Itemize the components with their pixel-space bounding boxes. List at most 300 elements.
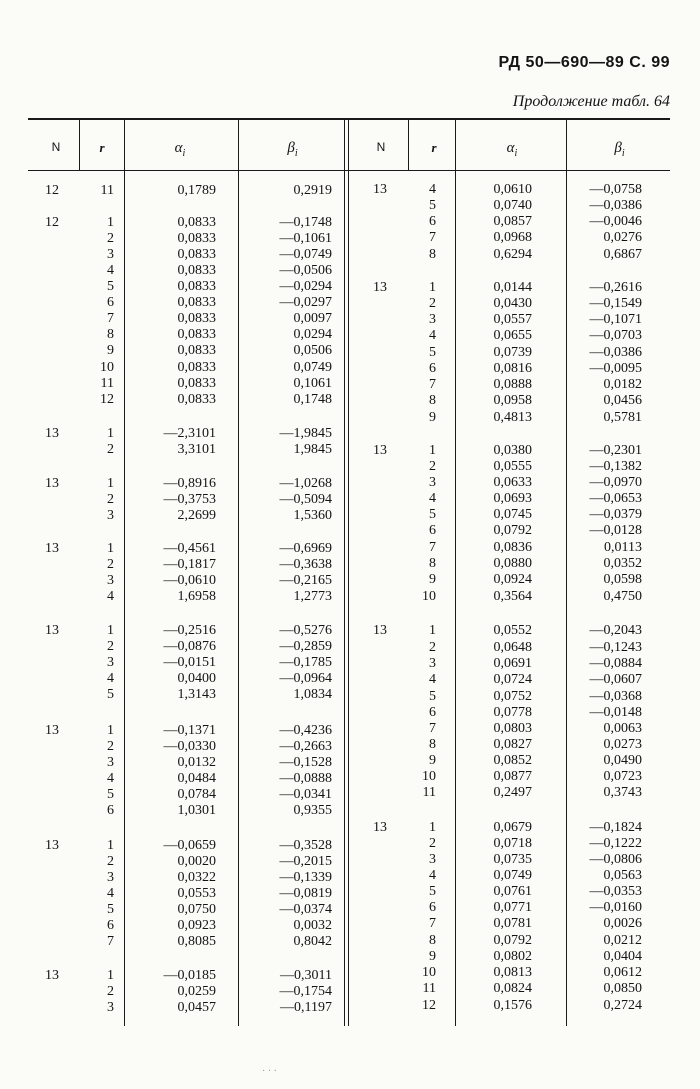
cell-alpha: 0,0322 bbox=[177, 870, 216, 885]
cell-beta: —0,0888 bbox=[279, 771, 332, 786]
cell-beta: —0,2616 bbox=[589, 280, 642, 295]
cell-beta: —0,0353 bbox=[589, 884, 642, 899]
cell-r: 4 bbox=[429, 672, 436, 687]
cell-beta: 0,0723 bbox=[603, 769, 642, 784]
cell-r: 5 bbox=[107, 687, 114, 702]
column-divider bbox=[238, 120, 239, 1026]
cell-alpha: 0,0679 bbox=[493, 820, 532, 835]
cell-r: 12 bbox=[100, 392, 114, 407]
cell-r: 11 bbox=[100, 376, 114, 391]
cell-r: 9 bbox=[429, 753, 436, 768]
cell-beta: —0,2859 bbox=[279, 639, 332, 654]
cell-r: 5 bbox=[429, 689, 436, 704]
cell-r: 6 bbox=[429, 523, 436, 538]
cell-beta: —0,1197 bbox=[280, 1000, 332, 1015]
cell-alpha: 0,0833 bbox=[177, 360, 216, 375]
cell-r: 1 bbox=[429, 280, 436, 295]
cell-alpha: 1,6958 bbox=[177, 589, 216, 604]
cell-beta: —0,1222 bbox=[589, 836, 642, 851]
cell-beta: 0,0026 bbox=[603, 916, 642, 931]
cell-alpha: 0,0430 bbox=[493, 296, 532, 311]
cell-beta: —0,1785 bbox=[279, 655, 332, 670]
cell-beta: —0,0386 bbox=[589, 345, 642, 360]
cell-r: 4 bbox=[107, 671, 114, 686]
cell-r: 2 bbox=[429, 296, 436, 311]
cell-r: 8 bbox=[429, 247, 436, 262]
cell-r: 8 bbox=[429, 556, 436, 571]
cell-n: 13 bbox=[45, 723, 59, 738]
cell-r: 6 bbox=[107, 803, 114, 818]
cell-beta: —0,0148 bbox=[589, 705, 642, 720]
cell-beta: —0,0749 bbox=[279, 247, 332, 262]
cell-r: 2 bbox=[107, 492, 114, 507]
cell-r: 9 bbox=[429, 572, 436, 587]
cell-alpha: 0,0784 bbox=[177, 787, 216, 802]
cell-alpha: 0,0749 bbox=[493, 868, 532, 883]
cell-alpha: 0,0824 bbox=[493, 981, 532, 996]
cell-r: 5 bbox=[429, 345, 436, 360]
cell-alpha: 0,0724 bbox=[493, 672, 532, 687]
cell-alpha: 0,0802 bbox=[493, 949, 532, 964]
cell-alpha: 0,0761 bbox=[493, 884, 532, 899]
cell-n: 13 bbox=[373, 182, 387, 197]
cell-alpha: 0,8085 bbox=[177, 934, 216, 949]
cell-alpha: 0,0745 bbox=[493, 507, 532, 522]
cell-beta: —0,0374 bbox=[279, 902, 332, 917]
cell-r: 7 bbox=[429, 540, 436, 555]
cell-beta: —1,0268 bbox=[279, 476, 332, 491]
cell-r: 1 bbox=[107, 838, 114, 853]
cell-r: 5 bbox=[429, 507, 436, 522]
cell-beta: —0,2301 bbox=[589, 443, 642, 458]
cell-alpha: 0,0833 bbox=[177, 263, 216, 278]
cell-r: 2 bbox=[429, 836, 436, 851]
cell-alpha: 0,0833 bbox=[177, 311, 216, 326]
cell-beta: —0,3011 bbox=[280, 968, 332, 983]
cell-n: 13 bbox=[45, 541, 59, 556]
cell-r: 6 bbox=[107, 918, 114, 933]
cell-r: 6 bbox=[429, 214, 436, 229]
column-header-n: N bbox=[51, 140, 61, 154]
cell-n: 13 bbox=[45, 968, 59, 983]
cell-alpha: 0,0781 bbox=[493, 916, 532, 931]
cell-r: 6 bbox=[107, 295, 114, 310]
cell-r: 4 bbox=[107, 589, 114, 604]
cell-r: 3 bbox=[107, 870, 114, 885]
page-edge-mark: · · · bbox=[262, 1066, 277, 1077]
cell-r: 7 bbox=[107, 934, 114, 949]
cell-beta: —0,1754 bbox=[279, 984, 332, 999]
cell-alpha: 0,0739 bbox=[493, 345, 532, 360]
cell-alpha: 0,0633 bbox=[493, 475, 532, 490]
cell-alpha: 0,0833 bbox=[177, 247, 216, 262]
cell-beta: 0,0273 bbox=[603, 737, 642, 752]
cell-alpha: 0,0924 bbox=[493, 572, 532, 587]
cell-alpha: 0,0752 bbox=[493, 689, 532, 704]
cell-alpha: —0,0330 bbox=[163, 739, 216, 754]
page-header-code: РД 50—690—89 С. 99 bbox=[498, 54, 670, 71]
cell-alpha: 0,4813 bbox=[493, 410, 532, 425]
cell-beta: 0,1748 bbox=[293, 392, 332, 407]
cell-r: 11 bbox=[422, 981, 436, 996]
cell-alpha: 0,0833 bbox=[177, 327, 216, 342]
cell-r: 1 bbox=[429, 623, 436, 638]
cell-n: 13 bbox=[45, 476, 59, 491]
cell-n: 13 bbox=[373, 280, 387, 295]
cell-beta: —0,0046 bbox=[589, 214, 642, 229]
cell-alpha: 0,0833 bbox=[177, 376, 216, 391]
cell-beta: 0,0352 bbox=[603, 556, 642, 571]
cell-r: 1 bbox=[429, 443, 436, 458]
cell-n: 13 bbox=[45, 838, 59, 853]
cell-alpha: 0,0259 bbox=[177, 984, 216, 999]
cell-r: 10 bbox=[100, 360, 114, 375]
cell-beta: 0,0456 bbox=[603, 393, 642, 408]
cell-beta: 0,0612 bbox=[603, 965, 642, 980]
cell-beta: —0,2663 bbox=[279, 739, 332, 754]
cell-r: 5 bbox=[429, 884, 436, 899]
cell-r: 7 bbox=[429, 377, 436, 392]
cell-r: 8 bbox=[429, 393, 436, 408]
cell-beta: —0,4236 bbox=[279, 723, 332, 738]
cell-alpha: 0,0888 bbox=[493, 377, 532, 392]
cell-beta: 0,0182 bbox=[603, 377, 642, 392]
cell-r: 7 bbox=[429, 721, 436, 736]
cell-beta: —0,1243 bbox=[589, 640, 642, 655]
cell-alpha: —0,3753 bbox=[163, 492, 216, 507]
cell-r: 11 bbox=[422, 785, 436, 800]
cell-n: 13 bbox=[45, 426, 59, 441]
cell-beta: 0,0598 bbox=[603, 572, 642, 587]
cell-beta: 0,0063 bbox=[603, 721, 642, 736]
panel-divider bbox=[344, 120, 345, 1026]
cell-beta: —0,1071 bbox=[589, 312, 642, 327]
cell-r: 3 bbox=[429, 852, 436, 867]
table-continuation-caption: Продолжение табл. 64 bbox=[512, 93, 670, 110]
cell-r: 2 bbox=[429, 459, 436, 474]
cell-alpha: 0,0958 bbox=[493, 393, 532, 408]
cell-alpha: 0,0735 bbox=[493, 852, 532, 867]
cell-beta: —0,0607 bbox=[589, 672, 642, 687]
column-header-r: r bbox=[99, 140, 105, 155]
cell-alpha: —0,0610 bbox=[163, 573, 216, 588]
cell-r: 7 bbox=[429, 916, 436, 931]
cell-r: 3 bbox=[429, 656, 436, 671]
cell-n: 13 bbox=[373, 443, 387, 458]
cell-beta: 0,1061 bbox=[293, 376, 332, 391]
cell-beta: —0,0819 bbox=[279, 886, 332, 901]
cell-alpha: 0,0877 bbox=[493, 769, 532, 784]
cell-alpha: 0,6294 bbox=[493, 247, 532, 262]
cell-alpha: 0,0813 bbox=[493, 965, 532, 980]
cell-beta: 1,5360 bbox=[293, 508, 332, 523]
cell-alpha: 0,0880 bbox=[493, 556, 532, 571]
cell-beta: —0,0368 bbox=[589, 689, 642, 704]
cell-alpha: 3,3101 bbox=[177, 442, 216, 457]
cell-r: 3 bbox=[107, 755, 114, 770]
cell-alpha: 0,0836 bbox=[493, 540, 532, 555]
cell-beta: 0,2919 bbox=[293, 183, 332, 198]
cell-alpha: 0,0833 bbox=[177, 295, 216, 310]
cell-r: 5 bbox=[107, 787, 114, 802]
cell-beta: —0,2165 bbox=[279, 573, 332, 588]
cell-r: 4 bbox=[429, 182, 436, 197]
column-divider bbox=[408, 120, 409, 170]
cell-r: 5 bbox=[107, 279, 114, 294]
cell-alpha: 0,0553 bbox=[177, 886, 216, 901]
cell-r: 6 bbox=[429, 900, 436, 915]
column-header-n: N bbox=[376, 140, 386, 154]
cell-alpha: —0,0876 bbox=[163, 639, 216, 654]
cell-alpha: 0,0833 bbox=[177, 279, 216, 294]
cell-r: 4 bbox=[107, 886, 114, 901]
cell-r: 4 bbox=[429, 868, 436, 883]
cell-beta: 0,0563 bbox=[603, 868, 642, 883]
cell-alpha: 0,0833 bbox=[177, 215, 216, 230]
cell-alpha: 0,0484 bbox=[177, 771, 216, 786]
column-divider bbox=[79, 120, 80, 170]
cell-r: 4 bbox=[429, 491, 436, 506]
cell-alpha: 0,0555 bbox=[493, 459, 532, 474]
cell-r: 2 bbox=[107, 557, 114, 572]
cell-beta: —0,6969 bbox=[279, 541, 332, 556]
cell-beta: —0,0653 bbox=[589, 491, 642, 506]
cell-alpha: —0,0659 bbox=[163, 838, 216, 853]
column-header-beta: $\beta_i$ bbox=[287, 140, 298, 159]
cell-r: 3 bbox=[429, 475, 436, 490]
cell-beta: 0,0850 bbox=[603, 981, 642, 996]
cell-alpha: 0,0803 bbox=[493, 721, 532, 736]
cell-r: 8 bbox=[429, 737, 436, 752]
cell-beta: —0,0379 bbox=[589, 507, 642, 522]
cell-beta: 0,0032 bbox=[293, 918, 332, 933]
cell-alpha: 0,2497 bbox=[493, 785, 532, 800]
cell-beta: 0,8042 bbox=[293, 934, 332, 949]
cell-beta: —0,0095 bbox=[589, 361, 642, 376]
cell-r: 6 bbox=[429, 705, 436, 720]
cell-alpha: 0,0778 bbox=[493, 705, 532, 720]
cell-r: 1 bbox=[107, 623, 114, 638]
cell-alpha: 0,0655 bbox=[493, 328, 532, 343]
cell-beta: 0,0113 bbox=[604, 540, 642, 555]
cell-alpha: 0,0792 bbox=[493, 523, 532, 538]
cell-alpha: —0,0151 bbox=[163, 655, 216, 670]
cell-r: 4 bbox=[107, 263, 114, 278]
cell-alpha: 0,0792 bbox=[493, 933, 532, 948]
cell-alpha: 0,0740 bbox=[493, 198, 532, 213]
cell-r: 2 bbox=[107, 739, 114, 754]
cell-alpha: 0,0457 bbox=[177, 1000, 216, 1015]
cell-r: 2 bbox=[107, 639, 114, 654]
cell-beta: —0,1824 bbox=[589, 820, 642, 835]
cell-alpha: 0,1789 bbox=[177, 183, 216, 198]
cell-r: 9 bbox=[429, 410, 436, 425]
cell-r: 10 bbox=[422, 965, 436, 980]
cell-r: 8 bbox=[429, 933, 436, 948]
cell-beta: —0,5094 bbox=[279, 492, 332, 507]
cell-r: 5 bbox=[429, 198, 436, 213]
cell-r: 1 bbox=[107, 968, 114, 983]
cell-beta: —0,1061 bbox=[279, 231, 332, 246]
cell-beta: 0,0097 bbox=[293, 311, 332, 326]
cell-r: 7 bbox=[107, 311, 114, 326]
cell-beta: —0,5276 bbox=[279, 623, 332, 638]
cell-n: 12 bbox=[45, 183, 59, 198]
cell-n: 13 bbox=[45, 623, 59, 638]
cell-beta: —0,2043 bbox=[589, 623, 642, 638]
cell-beta: 0,9355 bbox=[293, 803, 332, 818]
cell-alpha: 0,0852 bbox=[493, 753, 532, 768]
cell-r: 5 bbox=[107, 902, 114, 917]
cell-alpha: 0,0816 bbox=[493, 361, 532, 376]
cell-r: 2 bbox=[429, 640, 436, 655]
cell-r: 1 bbox=[107, 723, 114, 738]
cell-r: 3 bbox=[107, 1000, 114, 1015]
cell-r: 3 bbox=[107, 655, 114, 670]
cell-beta: 0,0506 bbox=[293, 343, 332, 358]
cell-alpha: —2,3101 bbox=[163, 426, 216, 441]
cell-alpha: 0,0857 bbox=[493, 214, 532, 229]
cell-r: 2 bbox=[107, 854, 114, 869]
cell-alpha: 0,0833 bbox=[177, 392, 216, 407]
cell-beta: —0,0386 bbox=[589, 198, 642, 213]
cell-beta: 0,0212 bbox=[603, 933, 642, 948]
cell-alpha: 0,0380 bbox=[493, 443, 532, 458]
cell-beta: 0,3743 bbox=[603, 785, 642, 800]
cell-alpha: 0,0691 bbox=[493, 656, 532, 671]
cell-beta: —0,3638 bbox=[279, 557, 332, 572]
cell-alpha: 0,0132 bbox=[177, 755, 216, 770]
cell-r: 1 bbox=[429, 820, 436, 835]
cell-r: 3 bbox=[107, 508, 114, 523]
cell-beta: 0,0490 bbox=[603, 753, 642, 768]
cell-alpha: 0,0771 bbox=[493, 900, 532, 915]
panel-divider bbox=[348, 120, 349, 1026]
cell-alpha: —0,4561 bbox=[163, 541, 216, 556]
cell-alpha: —0,8916 bbox=[163, 476, 216, 491]
cell-alpha: 0,0750 bbox=[177, 902, 216, 917]
cell-beta: —0,0758 bbox=[589, 182, 642, 197]
cell-beta: —0,1549 bbox=[589, 296, 642, 311]
cell-beta: 0,0404 bbox=[603, 949, 642, 964]
cell-beta: —0,0297 bbox=[279, 295, 332, 310]
cell-beta: —0,0128 bbox=[589, 523, 642, 538]
cell-r: 1 bbox=[107, 215, 114, 230]
cell-beta: —0,3528 bbox=[279, 838, 332, 853]
cell-alpha: 0,0833 bbox=[177, 231, 216, 246]
cell-r: 3 bbox=[429, 312, 436, 327]
cell-beta: 1,9845 bbox=[293, 442, 332, 457]
column-header-r: r bbox=[431, 140, 437, 155]
cell-r: 10 bbox=[422, 769, 436, 784]
cell-alpha: —0,1371 bbox=[163, 723, 216, 738]
cell-r: 1 bbox=[107, 476, 114, 491]
cell-alpha: —0,2516 bbox=[163, 623, 216, 638]
cell-alpha: —0,1817 bbox=[163, 557, 216, 572]
cell-n: 13 bbox=[373, 623, 387, 638]
cell-alpha: —0,0185 bbox=[163, 968, 216, 983]
column-header-beta: $\beta_i$ bbox=[614, 140, 625, 159]
cell-r: 3 bbox=[107, 573, 114, 588]
cell-alpha: 0,0648 bbox=[493, 640, 532, 655]
cell-r: 10 bbox=[422, 589, 436, 604]
cell-r: 12 bbox=[422, 998, 436, 1013]
cell-alpha: 0,0020 bbox=[177, 854, 216, 869]
cell-beta: —0,0294 bbox=[279, 279, 332, 294]
cell-r: 7 bbox=[429, 230, 436, 245]
cell-n: 12 bbox=[45, 215, 59, 230]
cell-beta: 0,2724 bbox=[603, 998, 642, 1013]
column-divider bbox=[124, 120, 125, 1026]
cell-r: 2 bbox=[107, 442, 114, 457]
cell-r: 1 bbox=[107, 426, 114, 441]
cell-beta: 0,4750 bbox=[603, 589, 642, 604]
cell-beta: —0,0806 bbox=[589, 852, 642, 867]
cell-r: 1 bbox=[107, 541, 114, 556]
cell-beta: 0,0749 bbox=[293, 360, 332, 375]
cell-beta: 0,6867 bbox=[603, 247, 642, 262]
cell-n: 13 bbox=[373, 820, 387, 835]
column-header-alpha: $\alpha_i$ bbox=[174, 140, 186, 159]
column-header-alpha: $\alpha_i$ bbox=[506, 140, 518, 159]
cell-r: 8 bbox=[107, 327, 114, 342]
cell-beta: 0,0294 bbox=[293, 327, 332, 342]
cell-alpha: 0,0923 bbox=[177, 918, 216, 933]
cell-beta: —0,1339 bbox=[279, 870, 332, 885]
cell-beta: —0,2015 bbox=[279, 854, 332, 869]
cell-alpha: 0,1576 bbox=[493, 998, 532, 1013]
cell-alpha: 0,0827 bbox=[493, 737, 532, 752]
cell-beta: 1,2773 bbox=[293, 589, 332, 604]
cell-alpha: 0,0968 bbox=[493, 230, 532, 245]
cell-alpha: 0,0610 bbox=[493, 182, 532, 197]
cell-beta: 1,0834 bbox=[293, 687, 332, 702]
cell-r: 4 bbox=[107, 771, 114, 786]
cell-alpha: 1,0301 bbox=[177, 803, 216, 818]
cell-alpha: 0,0400 bbox=[177, 671, 216, 686]
cell-r: 2 bbox=[107, 231, 114, 246]
cell-beta: —0,1528 bbox=[279, 755, 332, 770]
cell-beta: —0,0341 bbox=[279, 787, 332, 802]
cell-alpha: 0,0693 bbox=[493, 491, 532, 506]
cell-r: 9 bbox=[429, 949, 436, 964]
cell-r: 3 bbox=[107, 247, 114, 262]
cell-beta: 0,0276 bbox=[603, 230, 642, 245]
cell-alpha: 0,3564 bbox=[493, 589, 532, 604]
cell-beta: —0,1748 bbox=[279, 215, 332, 230]
cell-beta: —0,0970 bbox=[589, 475, 642, 490]
cell-alpha: 0,0718 bbox=[493, 836, 532, 851]
cell-alpha: 0,0833 bbox=[177, 343, 216, 358]
cell-r: 2 bbox=[107, 984, 114, 999]
cell-beta: —0,0884 bbox=[589, 656, 642, 671]
cell-alpha: 0,0144 bbox=[493, 280, 532, 295]
cell-beta: 0,5781 bbox=[603, 410, 642, 425]
cell-r: 6 bbox=[429, 361, 436, 376]
cell-alpha: 2,2699 bbox=[177, 508, 216, 523]
cell-beta: —0,0506 bbox=[279, 263, 332, 278]
cell-alpha: 1,3143 bbox=[177, 687, 216, 702]
cell-r: 11 bbox=[100, 183, 114, 198]
cell-r: 9 bbox=[107, 343, 114, 358]
cell-beta: —0,0703 bbox=[589, 328, 642, 343]
cell-beta: —1,9845 bbox=[279, 426, 332, 441]
cell-alpha: 0,0552 bbox=[493, 623, 532, 638]
cell-beta: —0,0964 bbox=[279, 671, 332, 686]
cell-alpha: 0,0557 bbox=[493, 312, 532, 327]
cell-beta: —0,0160 bbox=[589, 900, 642, 915]
cell-r: 4 bbox=[429, 328, 436, 343]
